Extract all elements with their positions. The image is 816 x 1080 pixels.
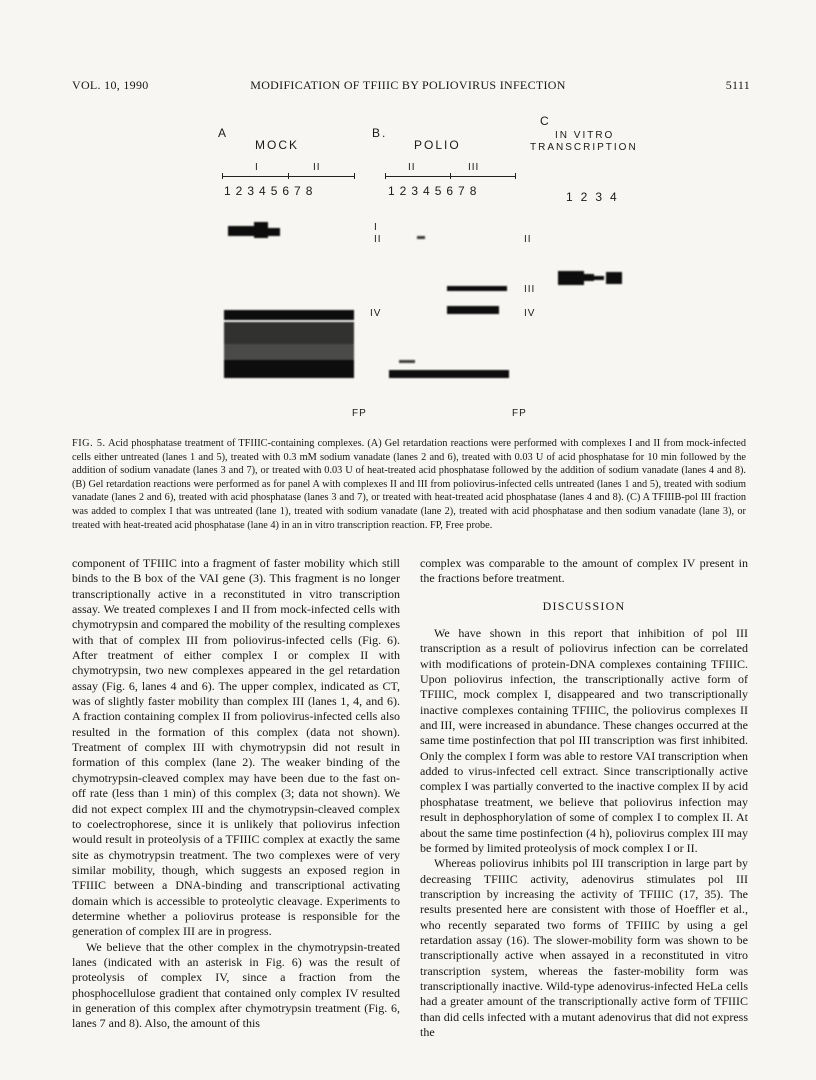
panel-b-side-label-iv: IV — [524, 308, 536, 319]
right-paragraph-2: We have shown in this report that inhibition of pol III transcription as a result of poliovirus infection can be correlated with modifications of protein-DNA complexes containing TFIIIC. Upon poliovirus infection, the transcriptionally active form of TFIIIC, mock complex I, disappeared and two transcriptionally inactive complexes containing TFIIIC, the poliovirus complexes II and III, were increased in abundance. These changes occurred at the same time postinfection that pol III transcription was first inhibited. Only the complex I form was able to restore VAI transcription when added to virus-infected cell extract. Since transcriptionally active complex I was partially converted to the inactive complex II by acid phosphatase treatment, we believe that poliovirus infection may result in dephosphorylation of some of complex I to complex II. At about the same time postinfection (4 h), poliovirus complex III may be formed by limited proteolysis of mock complex I or II. — [420, 626, 748, 855]
panel-a-band-iv — [224, 310, 354, 320]
panel-b-band-minor — [399, 360, 415, 363]
panel-a-smear-1 — [224, 322, 354, 344]
panel-c-lane-numbers: 1234 — [566, 190, 625, 204]
panel-c-band-lane-3 — [594, 276, 604, 280]
panel-b-complex-label-2: III — [468, 162, 480, 173]
panel-a-gel-image — [220, 210, 360, 380]
right-paragraph-3: Whereas poliovirus inhibits pol III transcription in large part by decreasing TFIIIC activity, adenovirus stimulates pol III transcription by increasing the activity of TFIIIC (17, 35). The results presented here are consistent with those of Hoeffler et al., who recently separated two forms of TFIIIC by using a gel retardation assay (16). The slower-mobility form was shown to be transcriptionally active when assayed in a reconstituted in vitro transcription system, whereas the faster-mobility form was transcriptionally inactive. Wild-type adenovirus-infected HeLa cells had a greater amount of the transcriptionally active form of TFIIIC than did cells infected with a mutant adenovirus that did not express the — [420, 856, 748, 1039]
panel-a-complex-label-1: I — [255, 162, 259, 173]
figure-caption-text: Acid phosphatase treatment of TFIIIC-containing complexes. (A) Gel retardation reactions were performed with complexes I and II from mock-infected cells either untreated (lanes 1 and 5), treated with 0.3 mM sodium vanadate (lanes 2 and 6), treated with 0.03 U of acid phosphatase for 10 min followed by the addition of sodium vanadate (lanes 3 and 7), or treated with 0.03 U of heat-treated acid phosphatase followed by the addition of sodium vanadate (lanes 4 and 8). (B) Gel retardation reactions were performed as for panel A with complexes II and III from poliovirus-infected cells untreated (lanes 1 and 5), treated with sodium vanadate (lanes 2 and 6), treated with acid phosphatase (lanes 3 and 7), or treated with heat-treated acid phosphatase (lanes 4 and 8). (C) A TFIIIB-pol III fraction was added to complex I that was untreated (lane 1), treated with sodium vanadate (lane 2), treated with acid phosphatase and then sodium vanadate (lane 3), or treated with heat-treated acid phosphatase (lane 4) in an in vitro transcription reaction. FP, Free probe. — [72, 438, 746, 531]
panel-a-band-complex-1 — [228, 226, 254, 236]
panel-b-bracket-tick-right — [515, 173, 516, 179]
panel-a-band-complex-2 — [254, 222, 268, 238]
panel-c-band-lane-4 — [606, 272, 622, 284]
panel-a-side-label-ii: II — [374, 234, 382, 245]
panel-a-side-label-iv: IV — [370, 308, 382, 319]
figure-caption — [72, 437, 746, 532]
panel-c-title-line2: TRANSCRIPTION — [530, 142, 638, 153]
panel-a-bracket-tick-right — [354, 173, 355, 179]
panel-b-title: POLIO — [414, 138, 461, 152]
panel-a-bracket-tick-left — [222, 173, 223, 179]
panel-b-band-iii — [447, 286, 507, 291]
panel-a-band-free-probe — [224, 360, 354, 378]
panel-a-side-label-i: I — [374, 222, 378, 233]
running-title: MODIFICATION OF TFIIIC BY POLIOVIRUS INFECTION — [250, 78, 566, 92]
panel-b-lane-numbers: 12345678 — [388, 184, 482, 198]
panel-b-bracket-tick-mid — [450, 173, 451, 179]
figure-5 — [0, 110, 816, 430]
panel-b-letter: B. — [372, 126, 388, 140]
right-paragraph-1: complex was comparable to the amount of complex IV present in the fractions before treatment. — [420, 556, 748, 586]
panel-a-band-complex-3 — [268, 228, 280, 236]
panel-a-side-label-fp: FP — [352, 408, 367, 419]
panel-b-side-label-ii: II — [524, 234, 532, 245]
panel-b-band-ii — [417, 236, 425, 239]
panel-a-complex-label-2: II — [313, 162, 321, 173]
panel-c-band-lane-1 — [558, 271, 584, 285]
panel-b-side-label-iii: III — [524, 284, 536, 295]
panel-a-lane-numbers: 12345678 — [224, 184, 318, 198]
left-paragraph-1: component of TFIIIC into a fragment of faster mobility which still binds to the B box of the VAI gene (3). This fragment is no longer transcriptionally active in a reconstituted in vitro transcription assay. We treated complexes I and II from mock-infected cells with chymotrypsin and compared the mobility of the resulting complexes with that of complex III from poliovirus-infected cells (Fig. 6). After treatment of either complex I or complex II with chymotrypsin, two new complexes appeared in the gel retardation assay (Fig. 6, lanes 4 and 6). The upper complex, indicated as CT, was of slightly faster mobility than complex III (lanes 1, 4, and 6). A fraction containing complex II from poliovirus-infected cells also resulted in the formation of this complex (data not shown). Treatment of complex III with chymotrypsin did not result in formation of this complex (lane 2). The weaker binding of the chymotrypsin-cleaved complex may have been due to the fast on-off rate (less than 1 min) of this complex (3; data not shown). We did not expect complex III and the chymotrypsin-cleaved complex to coelectrophorese, since it is unlikely that poliovirus infection would result in proteolysis of a TFIIIC complex at exactly the same site as chymotrypsin treatment. The two complexes were of very similar mobility, though, which suggests an exposed region in TFIIIC between a DNA-binding and transcriptional activating domain which is accessible to proteolytic cleavage. Experiments to determine whether a poliovirus protease is responsible for the generation of complex III are in progress. — [72, 556, 400, 939]
body-column-left — [72, 556, 400, 1032]
panel-a-title: MOCK — [255, 138, 299, 152]
panel-a-letter: A — [218, 126, 229, 140]
body-column-right — [420, 556, 748, 1040]
panel-c-gel-image — [554, 265, 630, 295]
panel-b-bracket-tick-left — [385, 173, 386, 179]
panel-b-gel-image — [385, 210, 515, 380]
figure-caption-label: FIG. 5. — [72, 438, 106, 449]
panel-b-side-label-fp: FP — [512, 408, 527, 419]
left-paragraph-2: We believe that the other complex in the chymotrypsin-treated lanes (indicated with an asterisk in Fig. 6) was the result of proteolysis of complex IV, since a fraction from the phosphocellulose gradient that contained only complex IV resulted in generation of this complex after chymotrypsin treatment (Fig. 6, lanes 7 and 8). Also, the amount of this — [72, 939, 400, 1031]
panel-c-band-lane-2 — [584, 274, 594, 281]
panel-b-complex-label-1: II — [408, 162, 416, 173]
section-heading-discussion: DISCUSSION — [542, 598, 626, 613]
panel-b-band-free-probe-main — [389, 370, 509, 378]
panel-a-bracket-tick-mid — [288, 173, 289, 179]
panel-c-title-line1: IN VITRO — [555, 130, 615, 141]
panel-b-band-iv — [447, 306, 499, 314]
panel-a-smear-2 — [224, 344, 354, 360]
page-number: 5111 — [725, 78, 750, 92]
panel-c-letter: C — [540, 114, 551, 128]
journal-volume: VOL. 10, 1990 — [72, 78, 149, 92]
